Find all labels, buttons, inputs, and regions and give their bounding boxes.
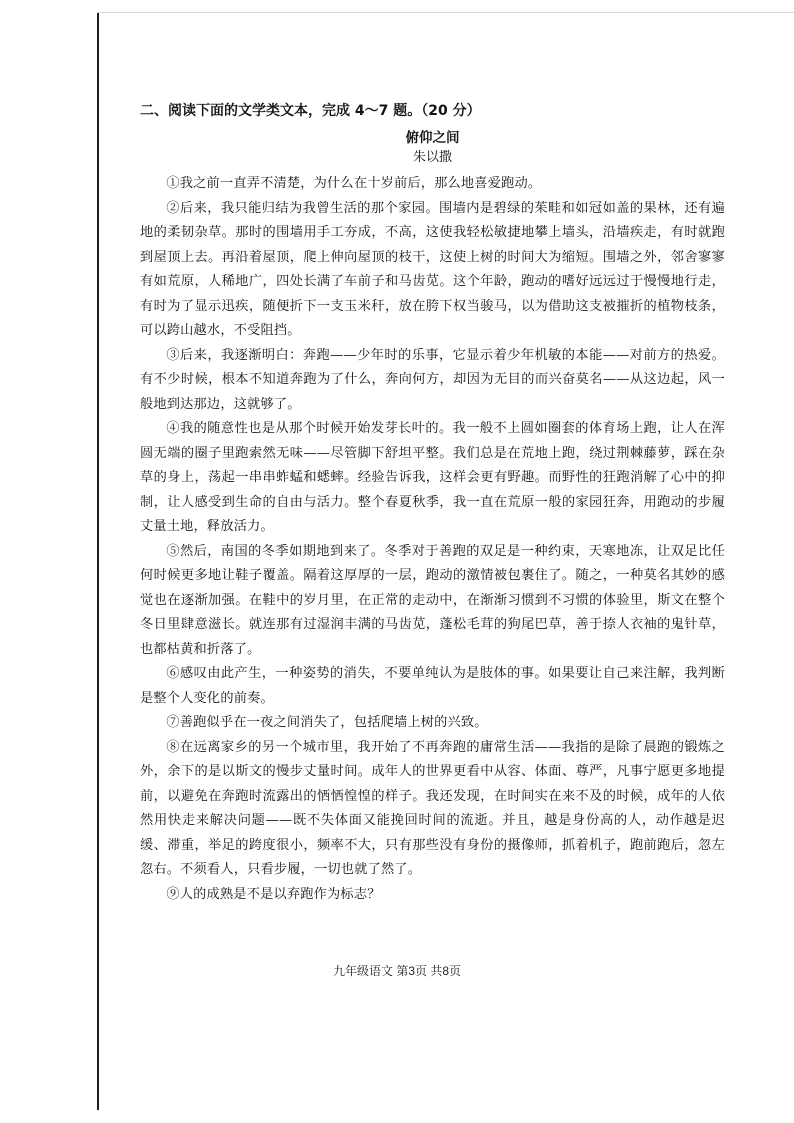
paragraph-4: ④我的随意性也是从那个时候开始发芽长叶的。我一般不上圆如圈套的体育场上跑，让人在浑圆无端的圈子里跑索然无味——尽管脚下舒坦平整。我们总是在荒地上跑，绕过荆棘藤萝，踩在杂草的身上，荡起一串串蚱蜢和蟋蟀。经验告诉我，这样会更有野趣。而野性的狂跑消解了心中的抑制，让人感受到生命的自由与活力。整个春夏秋季，我一直在荒原一般的家园狂奔，用跑动的步履丈量土地，释放活力。 xyxy=(140,421,725,534)
page-footer: 九年级语文 第3页 共8页 xyxy=(332,964,462,978)
section-heading: 二、阅读下面的文学类文本，完成 4～7 题。（20 分） xyxy=(140,103,481,119)
exam-page-body xyxy=(140,100,725,907)
paragraph-1: ①我之前一直弄不清楚，为什么在十岁前后，那么地喜爱跑动。 xyxy=(166,176,542,191)
paragraph-3: ③后来，我逐渐明白：奔跑——少年时的乐事，它显示着少年机敏的本能——对前方的热爱。有不少时候，根本不知道奔跑为了什么，奔向何方，却因为无目的而兴奋莫名——从这边起，风一般地到达那边，这就够了。 xyxy=(140,347,725,412)
scan-top-edge xyxy=(97,12,794,13)
article-title: 俯仰之间 xyxy=(405,130,460,146)
paragraph-7: ⑦善跑似乎在一夜之间消失了，包括爬墙上树的兴致。 xyxy=(166,715,488,730)
paragraph-9: ⑨人的成熟是不是以弃跑作为标志？ xyxy=(166,886,381,902)
paragraph-5: ⑤然后，南国的冬季如期地到来了。冬季对于善跑的双足是一种约束，天寒地冻，让双足比任何时候更多地让鞋子覆盖。隔着这厚厚的一层，跑动的激情被包裹住了。随之，一种莫名其妙的感觉也在逐渐加强。在鞋中的岁月里，在正常的走动中，在渐渐习惯到不习惯的体验里，斯文在整个冬日里肆意滋长。就连那有过湿润丰满的马齿苋，蓬松毛茸的狗尾巴草，善于捺人衣袖的鬼针草，也都枯黄和折落了。 xyxy=(140,543,725,657)
paragraph-6: ⑥感叹由此产生，一种姿势的消失，不要单纯认为是肢体的事。如果要让自己来注解，我判断是整个人变化的前奏。 xyxy=(140,666,725,706)
paragraph-8: ⑧在远离家乡的另一个城市里，我开始了不再奔跑的庸常生活——我指的是除了晨跑的锻炼之外，余下的是以斯文的慢步丈量时间。成年人的世界更看中从容、体面、尊严，凡事宁愿更多地提前，以避免在奔跑时流露出的恓恓惶惶的样子。我还发现，在时间实在来不及的时候，成年的人依然用快走来解决问题——既不失体面又能挽回时间的流逝。并且，越是身份高的人，动作越是迟缓、滞重，举足的跨度很小，频率不大，只有那些没有身份的摄像师，抓着机子，跑前跑后，忽左忽右。不须看人，只看步履，一切也就了然了。 xyxy=(140,739,725,877)
article-author: 朱以撒 xyxy=(412,150,452,165)
paragraph-2: ②后来，我只能归结为我曾生活的那个家园。围墙内是碧绿的茱畦和如冠如盖的果林，还有遍地的柔韧杂草。那时的围墙用手工夯成，不高，这使我轻松敏捷地攀上墙头，沿墙疾走，有时就跑到屋顶上去。再沿着屋顶，爬上伸向屋顶的枝干，这使上树的时间大为缩短。围墙之外，邻舍寥寥有如荒原，人稀地广，四处长满了车前子和马齿苋。这个年龄，跑动的嗜好远远过于慢慢地行走，有时为了显示迅疾，随便折下一支玉米秆，放在胯下权当骏马，以为借助这支被摧折的植物枝条，可以跨山越水，不受阻挡。 xyxy=(140,200,725,338)
scan-page-edge xyxy=(97,12,99,1110)
